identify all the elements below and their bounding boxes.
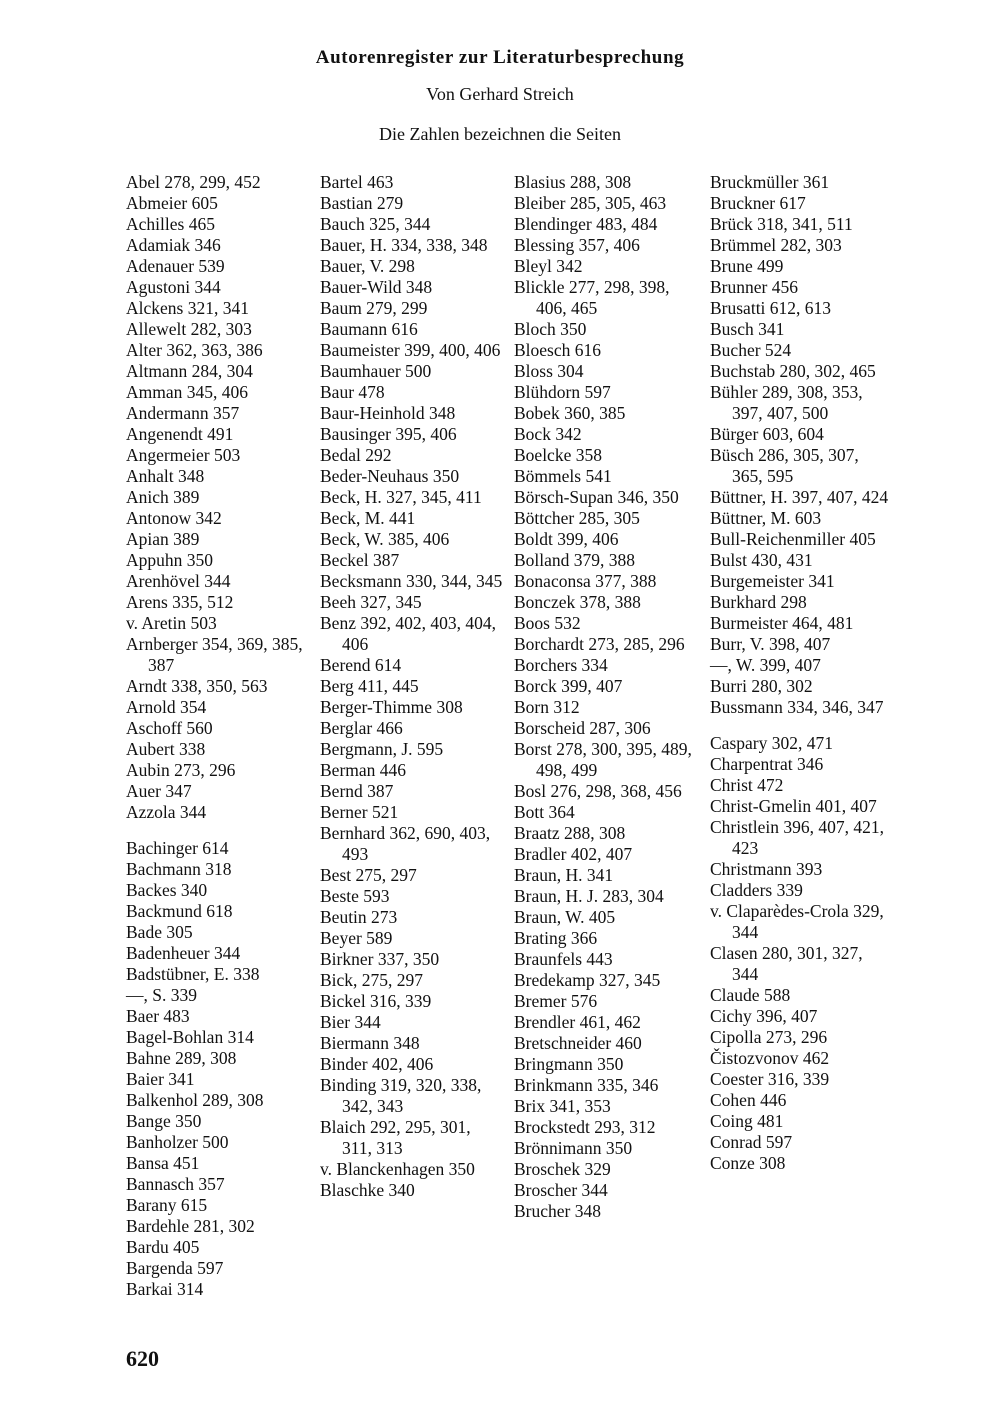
- index-entry: Balkenhol 289, 308: [126, 1090, 264, 1110]
- index-entry: Bruckner 617: [710, 193, 806, 213]
- index-entry: Arnberger 354, 369, 385, 387: [126, 634, 303, 675]
- index-entry: Agustoni 344: [126, 277, 221, 297]
- index-entry: Bleiber 285, 305, 463: [514, 193, 667, 213]
- index-entry: Alter 362, 363, 386: [126, 340, 263, 360]
- index-entry: Bardehle 281, 302: [126, 1216, 255, 1236]
- index-entry: Christ 472: [710, 775, 784, 795]
- index-entry: Beutin 273: [320, 907, 398, 927]
- index-entry: Apian 389: [126, 529, 200, 549]
- index-entry: Bobek 360, 385: [514, 403, 626, 423]
- index-entry: Beck, W. 385, 406: [320, 529, 450, 549]
- index-entry: Beyer 589: [320, 928, 393, 948]
- index-entry: Bauer, H. 334, 338, 348: [320, 235, 488, 255]
- index-entry: Charpentrat 346: [710, 754, 824, 774]
- index-entry: Baier 341: [126, 1069, 195, 1089]
- author-line: Von Gerhard Streich: [426, 84, 574, 104]
- index-entry: Blickle 277, 298, 398, 406, 465: [514, 277, 670, 318]
- index-entry: Bull-Reichenmiller 405: [710, 529, 876, 549]
- index-entry: Baur 478: [320, 382, 385, 402]
- index-entry: Blessing 357, 406: [514, 235, 640, 255]
- index-entry: Bringmann 350: [514, 1054, 624, 1074]
- index-entry: Braun, W. 405: [514, 907, 616, 927]
- index-entry: Braunfels 443: [514, 949, 613, 969]
- index-entry: Berner 521: [320, 802, 399, 822]
- index-entry: Bahne 289, 308: [126, 1048, 237, 1068]
- index-column-4: [710, 172, 890, 1174]
- index-entry: Amman 345, 406: [126, 382, 249, 402]
- index-entry: Conrad 597: [710, 1132, 793, 1152]
- index-entry: Bolland 379, 388: [514, 550, 636, 570]
- index-entry: Broscher 344: [514, 1180, 608, 1200]
- index-entry: Allewelt 282, 303: [126, 319, 252, 339]
- index-entry: Azzola 344: [126, 802, 207, 822]
- index-entry: Adenauer 539: [126, 256, 225, 276]
- index-entry: Arens 335, 512: [126, 592, 234, 612]
- index-entry: Blaich 292, 295, 301, 311, 313: [320, 1117, 471, 1158]
- index-entry: Bargenda 597: [126, 1258, 224, 1278]
- index-entry: Arenhövel 344: [126, 571, 231, 591]
- index-entry: Brusatti 612, 613: [710, 298, 832, 318]
- index-entry: Beder-Neuhaus 350: [320, 466, 460, 486]
- index-entry: Cladders 339: [710, 880, 803, 900]
- index-entry: v. Blanckenhagen 350: [320, 1159, 475, 1179]
- index-entry: Broschek 329: [514, 1159, 611, 1179]
- index-entry: —, W. 399, 407: [710, 655, 821, 675]
- index-entry: Beeh 327, 345: [320, 592, 422, 612]
- index-entry: Bausinger 395, 406: [320, 424, 457, 444]
- index-entry: Brating 366: [514, 928, 598, 948]
- index-entry: Baumann 616: [320, 319, 418, 339]
- page-number: 620: [126, 1346, 159, 1371]
- index-entry: Bachmann 318: [126, 859, 232, 879]
- index-entry: Christlein 396, 407, 421, 423: [710, 817, 885, 858]
- index-entry: Bardu 405: [126, 1237, 200, 1257]
- index-entry: Baur-Heinhold 348: [320, 403, 456, 423]
- index-entry: Birkner 337, 350: [320, 949, 440, 969]
- index-entry: Braatz 288, 308: [514, 823, 626, 843]
- index-entry: Brönnimann 350: [514, 1138, 633, 1158]
- index-entry: Bloch 350: [514, 319, 587, 339]
- index-entry: Binding 319, 320, 338, 342, 343: [320, 1075, 482, 1116]
- index-entry: Bloss 304: [514, 361, 584, 381]
- index-entry: Coing 481: [710, 1111, 784, 1131]
- index-entry: Boldt 399, 406: [514, 529, 619, 549]
- index-entry: Bruckmüller 361: [710, 172, 830, 192]
- index-entry: Beck, M. 441: [320, 508, 416, 528]
- index-entry: Bühler 289, 308, 353, 397, 407, 500: [710, 382, 863, 423]
- index-entry: Cipolla 273, 296: [710, 1027, 828, 1047]
- index-entry: Burr, V. 398, 407: [710, 634, 831, 654]
- index-entry: Bock 342: [514, 424, 582, 444]
- index-entry: v. Aretin 503: [126, 613, 217, 633]
- index-entry: Berg 411, 445: [320, 676, 419, 696]
- index-entry: Blasius 288, 308: [514, 172, 632, 192]
- index-entry: Backmund 618: [126, 901, 233, 921]
- index-entry: Bauer, V. 298: [320, 256, 415, 276]
- index-entry: Benz 392, 402, 403, 404, 406: [320, 613, 496, 654]
- index-entry: Berend 614: [320, 655, 402, 675]
- index-entry: Bauer-Wild 348: [320, 277, 433, 297]
- index-entry: Bick, 275, 297: [320, 970, 424, 990]
- index-entry: Barkai 314: [126, 1279, 204, 1299]
- index-entry: Beck, H. 327, 345, 411: [320, 487, 482, 507]
- index-entry: Altmann 284, 304: [126, 361, 253, 381]
- index-entry: Christmann 393: [710, 859, 823, 879]
- index-entry: Bömmels 541: [514, 466, 612, 486]
- index-entry: Beste 593: [320, 886, 390, 906]
- index-entry: Claude 588: [710, 985, 791, 1005]
- index-entry: Brune 499: [710, 256, 784, 276]
- index-entry: Bürger 603, 604: [710, 424, 824, 444]
- index-entry: Bulst 430, 431: [710, 550, 813, 570]
- index-entry: Antonow 342: [126, 508, 222, 528]
- index-entry: Caspary 302, 471: [710, 733, 833, 753]
- index-entry: Cohen 446: [710, 1090, 787, 1110]
- index-entry: Adamiak 346: [126, 235, 221, 255]
- index-entry: Bauch 325, 344: [320, 214, 431, 234]
- index-entry: Anich 389: [126, 487, 200, 507]
- index-entry: Blendinger 483, 484: [514, 214, 658, 234]
- index-entry: Borst 278, 300, 395, 489, 498, 499: [514, 739, 692, 780]
- section-gap: [126, 823, 311, 838]
- index-entry: Backes 340: [126, 880, 208, 900]
- index-entry: Bange 350: [126, 1111, 202, 1131]
- index-entry: Bastian 279: [320, 193, 404, 213]
- index-entry: Biermann 348: [320, 1033, 420, 1053]
- index-entry: Badenheuer 344: [126, 943, 241, 963]
- index-entry: Borchardt 273, 285, 296: [514, 634, 685, 654]
- index-entry: Braun, H. 341: [514, 865, 614, 885]
- index-entry: Čistozvonov 462: [710, 1048, 830, 1068]
- index-entry: Arndt 338, 350, 563: [126, 676, 268, 696]
- index-entry: Bernhard 362, 690, 403, 493: [320, 823, 491, 864]
- index-entry: Bonczek 378, 388: [514, 592, 641, 612]
- index-entry: Clasen 280, 301, 327, 344: [710, 943, 863, 984]
- index-entry: Boelcke 358: [514, 445, 602, 465]
- index-entry: Abmeier 605: [126, 193, 218, 213]
- index-entry: Brinkmann 335, 346: [514, 1075, 659, 1095]
- index-entry: Brendler 461, 462: [514, 1012, 641, 1032]
- index-column-2: [320, 172, 505, 1201]
- index-entry: Binder 402, 406: [320, 1054, 434, 1074]
- index-entry: Bretschneider 460: [514, 1033, 642, 1053]
- index-entry: Brümmel 282, 303: [710, 235, 842, 255]
- index-entry: Burkhard 298: [710, 592, 807, 612]
- index-entry: Bagel-Bohlan 314: [126, 1027, 254, 1047]
- index-entry: Burmeister 464, 481: [710, 613, 854, 633]
- index-entry: Büttner, H. 397, 407, 424: [710, 487, 889, 507]
- index-entry: Bucher 524: [710, 340, 792, 360]
- index-entry: Barany 615: [126, 1195, 208, 1215]
- index-entry: Berman 446: [320, 760, 407, 780]
- index-entry: Berglar 466: [320, 718, 403, 738]
- index-entry: Beckel 387: [320, 550, 400, 570]
- index-entry: Blaschke 340: [320, 1180, 415, 1200]
- index-entry: Bannasch 357: [126, 1174, 225, 1194]
- index-entry: Blühdorn 597: [514, 382, 611, 402]
- index-entry: Baum 279, 299: [320, 298, 428, 318]
- page-title: Autorenregister zur Literaturbesprechung: [315, 47, 685, 68]
- index-entry: Börsch-Supan 346, 350: [514, 487, 679, 507]
- index-entry: Best 275, 297: [320, 865, 417, 885]
- index-entry: Achilles 465: [126, 214, 215, 234]
- index-entry: Bott 364: [514, 802, 575, 822]
- index-entry: Bremer 576: [514, 991, 598, 1011]
- index-entry: Borchers 334: [514, 655, 608, 675]
- index-column-3: [514, 172, 704, 1222]
- index-entry: Born 312: [514, 697, 580, 717]
- index-entry: Anhalt 348: [126, 466, 205, 486]
- index-entry: Baer 483: [126, 1006, 190, 1026]
- index-entry: Böttcher 285, 305: [514, 508, 640, 528]
- index-entry: Angermeier 503: [126, 445, 241, 465]
- index-entry: Bergmann, J. 595: [320, 739, 444, 759]
- index-entry: Andermann 357: [126, 403, 240, 423]
- index-entry: v. Claparèdes-Crola 329, 344: [710, 901, 884, 942]
- index-entry: Bredekamp 327, 345: [514, 970, 661, 990]
- index-entry: Borscheid 287, 306: [514, 718, 651, 738]
- index-entry: Auer 347: [126, 781, 192, 801]
- index-entry: Bickel 316, 339: [320, 991, 432, 1011]
- index-entry: Braun, H. J. 283, 304: [514, 886, 664, 906]
- index-entry: Aubin 273, 296: [126, 760, 236, 780]
- index-entry: Bussmann 334, 346, 347: [710, 697, 884, 717]
- index-entry: Aschoff 560: [126, 718, 213, 738]
- index-entry: Brix 341, 353: [514, 1096, 611, 1116]
- index-entry: Appuhn 350: [126, 550, 214, 570]
- index-entry: Banholzer 500: [126, 1132, 229, 1152]
- index-entry: Brunner 456: [710, 277, 798, 297]
- index-entry: Badstübner, E. 338: [126, 964, 260, 984]
- index-entry: Bansa 451: [126, 1153, 200, 1173]
- index-entry: Brück 318, 341, 511: [710, 214, 853, 234]
- index-entry: Buchstab 280, 302, 465: [710, 361, 876, 381]
- index-entry: Busch 341: [710, 319, 785, 339]
- index-entry: Baumhauer 500: [320, 361, 432, 381]
- index-entry: Baumeister 399, 400, 406: [320, 340, 501, 360]
- page-note: Die Zahlen bezeichnen die Seiten: [379, 124, 621, 144]
- index-entry: Bleyl 342: [514, 256, 583, 276]
- index-entry: Abel 278, 299, 452: [126, 172, 261, 192]
- index-entry: Bernd 387: [320, 781, 394, 801]
- index-entry: Bartel 463: [320, 172, 394, 192]
- index-entry: Büsch 286, 305, 307, 365, 595: [710, 445, 859, 486]
- index-entry: Bloesch 616: [514, 340, 602, 360]
- index-entry: Alckens 321, 341: [126, 298, 249, 318]
- index-entry: Burgemeister 341: [710, 571, 835, 591]
- index-entry: Bonaconsa 377, 388: [514, 571, 657, 591]
- index-entry: Bradler 402, 407: [514, 844, 633, 864]
- index-entry: Bosl 276, 298, 368, 456: [514, 781, 682, 801]
- index-column-1: [126, 172, 311, 1300]
- index-entry: Berger-Thimme 308: [320, 697, 463, 717]
- index-entry: Borck 399, 407: [514, 676, 623, 696]
- index-entry: Cichy 396, 407: [710, 1006, 818, 1026]
- index-entry: Conze 308: [710, 1153, 786, 1173]
- index-entry: Büttner, M. 603: [710, 508, 822, 528]
- index-entry: Brockstedt 293, 312: [514, 1117, 656, 1137]
- index-entry: Becksmann 330, 344, 345: [320, 571, 503, 591]
- index-entry: Brucher 348: [514, 1201, 601, 1221]
- index-entry: Bedal 292: [320, 445, 392, 465]
- index-entry: Angenendt 491: [126, 424, 234, 444]
- index-entry: Boos 532: [514, 613, 581, 633]
- index-entry: Christ-Gmelin 401, 407: [710, 796, 877, 816]
- index-entry: Bade 305: [126, 922, 193, 942]
- index-entry: Bier 344: [320, 1012, 381, 1032]
- index-entry: —, S. 339: [126, 985, 197, 1005]
- index-entry: Burri 280, 302: [710, 676, 813, 696]
- section-gap: [710, 718, 890, 733]
- index-entry: Bachinger 614: [126, 838, 229, 858]
- index-entry: Coester 316, 339: [710, 1069, 830, 1089]
- index-entry: Aubert 338: [126, 739, 206, 759]
- index-entry: Arnold 354: [126, 697, 207, 717]
